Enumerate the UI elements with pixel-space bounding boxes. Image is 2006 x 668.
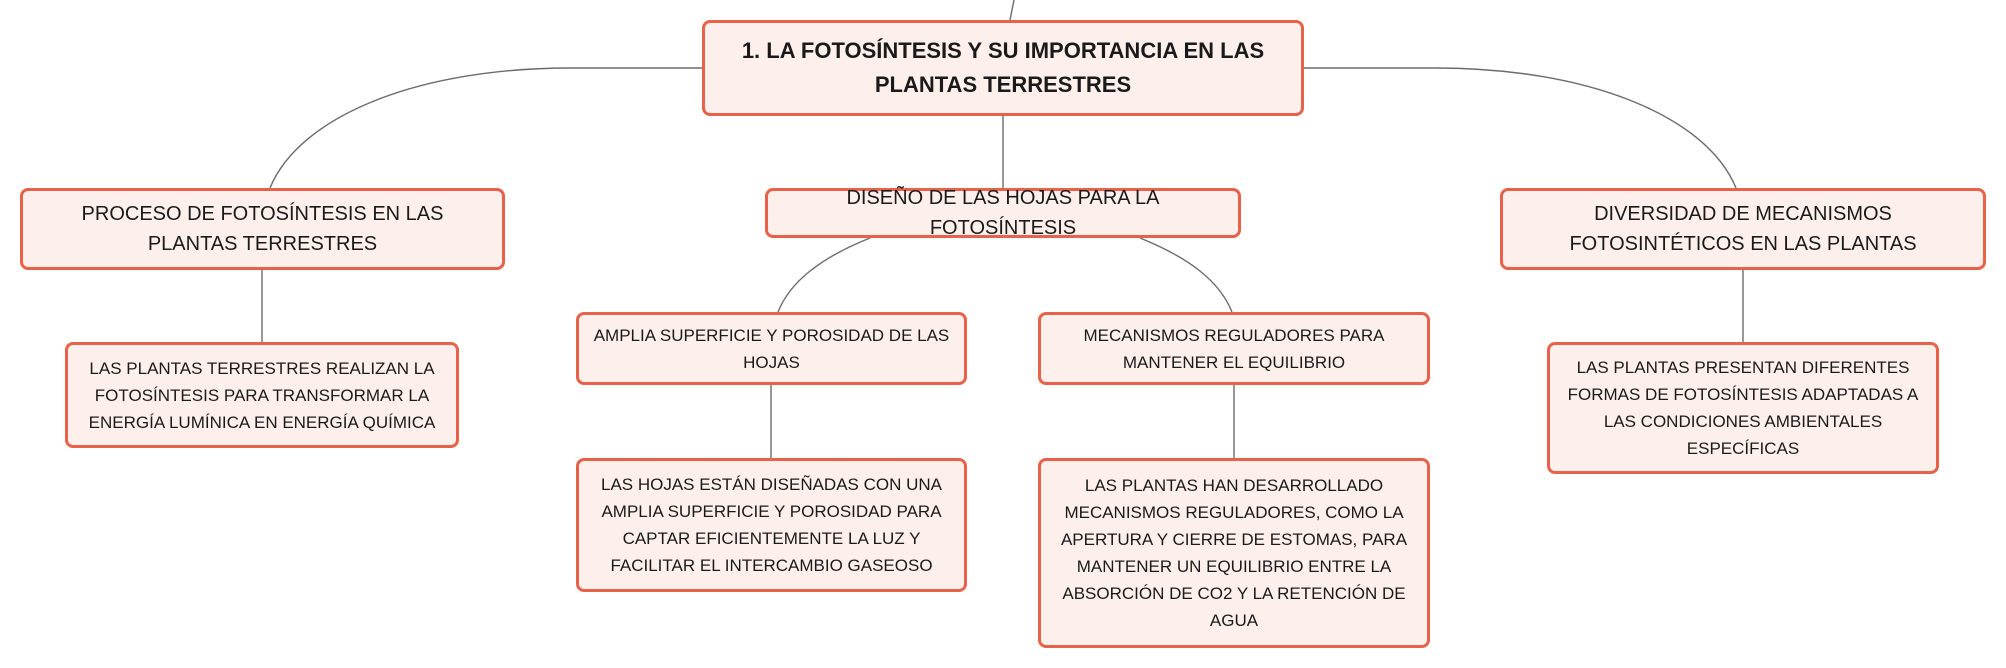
topic-diversidad-mecanismos-label: DIVERSIDAD DE MECANISMOS FOTOSINTÉTICOS EN LAS PLANTAS: [1569, 203, 1917, 255]
subtopic-amplia-superficie-label: AMPLIA SUPERFICIE Y POROSIDAD DE LAS HOJAS: [593, 325, 950, 372]
subtopic-fotosintesis-energia[interactable]: [65, 342, 459, 448]
topic-proceso-fotosintesis[interactable]: [20, 188, 505, 270]
connector-diseno-to-amplia: [778, 238, 870, 312]
detail-estomas[interactable]: [1038, 458, 1430, 648]
detail-hojas-disenadas-label: LAS HOJAS ESTÁN DISEÑADAS CON UNA AMPLIA SUPERFICIE Y POROSIDAD PARA CAPTAR EFICIENTEMENTE LA LUZ Y FACILITAR EL INTERCAMBIO GASEOSO: [600, 475, 943, 575]
topic-diseno-hojas[interactable]: [765, 188, 1241, 238]
subtopic-mecanismos-reguladores[interactable]: [1038, 312, 1430, 385]
connector-root-to-proceso: [270, 68, 702, 188]
connector-diseno-to-mecanismos: [1140, 238, 1232, 312]
subtopic-formas-fotosintesis-label: LAS PLANTAS PRESENTAN DIFERENTES FORMAS DE FOTOSÍNTESIS ADAPTADAS A LAS CONDICIONES AMBIENTALES ESPECÍFICAS: [1567, 358, 1919, 458]
subtopic-formas-fotosintesis[interactable]: [1547, 342, 1939, 474]
subtopic-mecanismos-reguladores-label: MECANISMOS REGULADORES PARA MANTENER EL EQUILIBRIO: [1083, 325, 1385, 372]
topic-diversidad-mecanismos[interactable]: [1500, 188, 1986, 270]
subtopic-fotosintesis-energia-label: LAS PLANTAS TERRESTRES REALIZAN LA FOTOSÍNTESIS PARA TRANSFORMAR LA ENERGÍA LUMÍNICA EN ENERGÍA QUÍMICA: [88, 358, 436, 432]
connector-root-to-diversidad: [1304, 68, 1736, 188]
topic-diseno-hojas-label: DISEÑO DE LAS HOJAS PARA LA FOTOSÍNTESIS: [846, 187, 1160, 239]
detail-hojas-disenadas[interactable]: [576, 458, 967, 592]
topic-proceso-fotosintesis-label: PROCESO DE FOTOSÍNTESIS EN LAS PLANTAS TERRESTRES: [81, 203, 444, 255]
subtopic-amplia-superficie[interactable]: [576, 312, 967, 385]
root-topic[interactable]: [702, 20, 1304, 116]
root-topic-label: 1. LA FOTOSÍNTESIS Y SU IMPORTANCIA EN LAS PLANTAS TERRESTRES: [741, 38, 1265, 97]
connector-root-incoming: [1010, 0, 1014, 20]
detail-estomas-label: LAS PLANTAS HAN DESARROLLADO MECANISMOS REGULADORES, COMO LA APERTURA Y CIERRE DE ESTOMAS, PARA MANTENER UN EQUILIBRIO ENTRE LA ABSORCIÓN DE CO2 Y LA RETENCIÓN DE AGUA: [1060, 476, 1408, 630]
